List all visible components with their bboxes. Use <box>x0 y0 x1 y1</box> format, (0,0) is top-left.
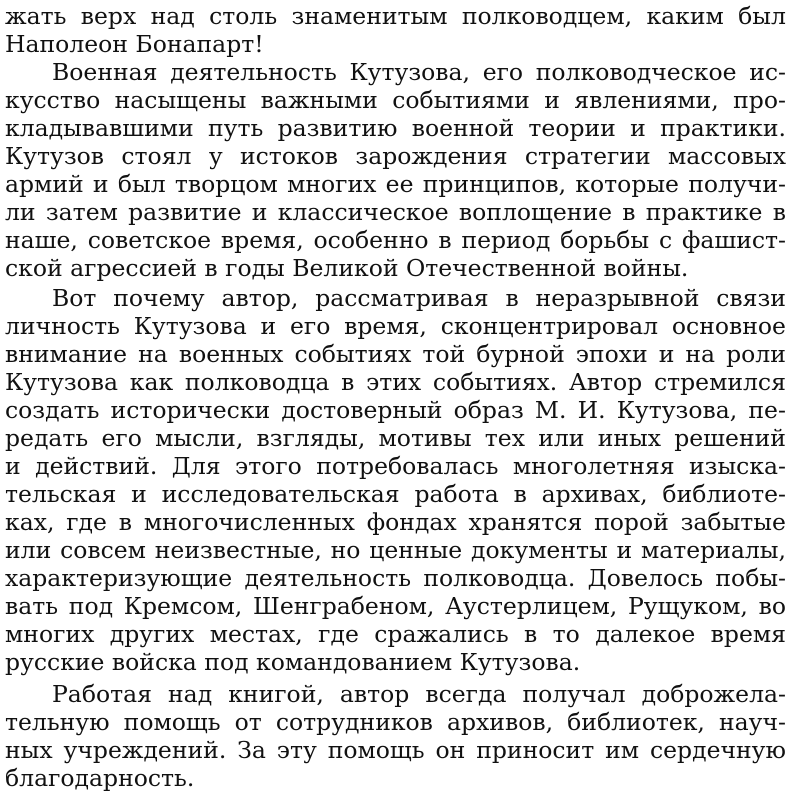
word: или <box>5 536 52 564</box>
word: документы <box>471 536 608 564</box>
word: во <box>758 592 786 620</box>
word: хранятся <box>468 508 583 536</box>
word: Рущуком, <box>627 592 748 620</box>
word: помощь <box>123 708 221 736</box>
word: полководческое <box>535 58 737 86</box>
word: ис- <box>749 58 786 86</box>
text-line: ской агрессией в годы Великой Отечественной войны. <box>5 254 689 282</box>
word: армий <box>5 170 84 198</box>
word: пе- <box>748 396 786 424</box>
word: теории <box>528 114 616 142</box>
word: и <box>260 312 277 340</box>
word: этих <box>366 368 422 396</box>
word: принципов, <box>422 170 567 198</box>
word: на <box>138 340 168 368</box>
word: им <box>605 736 640 764</box>
word: автор <box>339 680 410 708</box>
word: развитию <box>277 114 398 142</box>
word: и <box>658 340 675 368</box>
word: полководцем, <box>461 2 633 30</box>
word: Кутузов <box>5 142 105 170</box>
word: получал <box>522 680 626 708</box>
word: развитие <box>128 198 242 226</box>
word: путь <box>208 114 264 142</box>
word: кусство <box>5 86 101 114</box>
word: был <box>738 2 786 30</box>
word: его <box>101 424 142 452</box>
word: время, <box>344 312 427 340</box>
word: Довелось <box>587 564 704 592</box>
word: приносит <box>476 736 595 764</box>
word: событиями <box>392 86 530 114</box>
word: автор, <box>221 284 299 312</box>
word: библиоте- <box>662 480 786 508</box>
word: которые <box>575 170 679 198</box>
word: в <box>772 198 786 226</box>
word: знаменитым <box>291 2 448 30</box>
word: Кутузова, <box>349 58 471 86</box>
word: на <box>685 340 716 368</box>
word: где <box>318 620 359 648</box>
word: других <box>109 620 195 648</box>
word: он <box>435 736 466 764</box>
word: действий. <box>35 452 158 480</box>
word: тельную <box>5 708 110 736</box>
word: военных <box>178 340 284 368</box>
word: и <box>5 452 21 480</box>
word: И. <box>577 396 606 424</box>
word: порой <box>594 508 669 536</box>
word: эту <box>276 736 317 764</box>
word: многих <box>5 620 95 648</box>
word: в <box>513 480 527 508</box>
word: про- <box>733 86 786 114</box>
word: характеризующие <box>5 564 233 592</box>
word: неразрывной <box>535 284 700 312</box>
word: вать <box>5 592 59 620</box>
word: в <box>505 284 519 312</box>
word: местах, <box>209 620 303 648</box>
word: стратегии <box>524 142 651 170</box>
word: тельская <box>5 480 117 508</box>
word: важными <box>260 86 378 114</box>
word: деятельность <box>170 58 337 86</box>
word: насыщены <box>114 86 247 114</box>
word: его <box>482 58 524 86</box>
word: Шенграбеном, <box>253 592 435 620</box>
word: помощь <box>327 736 425 764</box>
word: За <box>237 736 266 764</box>
word: совсем <box>60 536 146 564</box>
word: полководца. <box>423 564 576 592</box>
word: Автор <box>569 368 643 396</box>
word: Работая <box>52 680 152 708</box>
word: над <box>168 680 213 708</box>
word: всегда <box>425 680 507 708</box>
word: событиях. <box>432 368 558 396</box>
word: многочисленных <box>143 508 355 536</box>
word: и <box>616 536 633 564</box>
word: сотрудников <box>275 708 433 736</box>
word: и <box>630 114 646 142</box>
text-line: благодарность. <box>5 764 195 792</box>
word: редать <box>5 424 89 452</box>
word: Для <box>171 452 221 480</box>
word: образ <box>453 396 524 424</box>
word: то <box>552 620 580 648</box>
word: той <box>422 340 466 368</box>
word: у <box>208 142 223 170</box>
word: практике <box>645 198 763 226</box>
word: Кремсом, <box>123 592 243 620</box>
word: время, <box>220 226 304 254</box>
word: роли <box>726 340 786 368</box>
word: сражались <box>374 620 509 648</box>
word: работа <box>414 480 499 508</box>
word: военной <box>411 114 515 142</box>
word: архивов, <box>447 708 554 736</box>
word: истоков <box>239 142 339 170</box>
word: практики. <box>660 114 786 142</box>
word: и <box>131 480 147 508</box>
word: как <box>129 368 174 396</box>
word: и <box>251 198 268 226</box>
word: Военная <box>52 58 158 86</box>
word: воплощение <box>458 198 613 226</box>
word: в <box>341 368 355 396</box>
word: основное <box>671 312 786 340</box>
word: где <box>66 508 107 536</box>
word: жать <box>5 2 67 30</box>
word: полководца <box>184 368 330 396</box>
word: под <box>68 592 114 620</box>
word: или <box>538 424 585 452</box>
word: получи- <box>688 170 786 198</box>
word: был <box>117 170 166 198</box>
word: неизвестные, <box>154 536 322 564</box>
word: побы- <box>715 564 786 592</box>
word: связи <box>716 284 786 312</box>
word: затем <box>45 198 118 226</box>
word: достоверный <box>281 396 443 424</box>
word: событиях <box>294 340 412 368</box>
word: классическое <box>277 198 449 226</box>
word: ках, <box>5 508 55 536</box>
word: советское <box>87 226 212 254</box>
word: явлениями, <box>574 86 719 114</box>
word: и <box>92 170 109 198</box>
word: в <box>524 620 538 648</box>
word: личность <box>5 312 120 340</box>
word: в <box>622 198 636 226</box>
word: в <box>438 226 452 254</box>
word: и <box>544 86 560 114</box>
word: верх <box>80 2 137 30</box>
word: стоял <box>121 142 192 170</box>
word: ценные <box>369 536 463 564</box>
word: далекое <box>595 620 696 648</box>
word: учреждений. <box>63 736 227 764</box>
word: столь <box>209 2 278 30</box>
word: внимание <box>5 340 128 368</box>
word: тех <box>484 424 525 452</box>
word: архивах, <box>541 480 648 508</box>
word: этого <box>235 452 302 480</box>
word: бурной <box>476 340 565 368</box>
word: Аустерлицем, <box>445 592 618 620</box>
word: доброжела- <box>641 680 786 708</box>
word: Кутузова <box>5 368 119 396</box>
word: многолетняя <box>512 452 675 480</box>
word: творцом <box>174 170 278 198</box>
word: сердечную <box>649 736 786 764</box>
word: Вот <box>52 284 97 312</box>
word: взгляды, <box>256 424 366 452</box>
word: фондах <box>366 508 457 536</box>
word: Кутузова <box>133 312 247 340</box>
word: многих <box>287 170 377 198</box>
word: ее <box>385 170 414 198</box>
word: сконцентрировал <box>440 312 659 340</box>
word: Кутузова, <box>616 396 738 424</box>
word: мысли, <box>155 424 244 452</box>
word: эпохи <box>575 340 648 368</box>
word: иных <box>597 424 661 452</box>
word: в <box>118 508 133 536</box>
word: создать <box>5 396 100 424</box>
word: рассматривая <box>315 284 489 312</box>
word: ных <box>5 736 53 764</box>
word: библиотек, <box>567 708 705 736</box>
word: деятельность <box>244 564 412 592</box>
word: кладывавшими <box>5 114 194 142</box>
word: над <box>150 2 195 30</box>
book-page <box>5 0 791 799</box>
word: изыска- <box>688 452 786 480</box>
word: книгой, <box>228 680 324 708</box>
text-line: Наполеон Бонапарт! <box>5 30 264 58</box>
word: период <box>461 226 551 254</box>
word: но <box>330 536 361 564</box>
word: мотивы <box>378 424 472 452</box>
word: почему <box>113 284 205 312</box>
word: потребовалась <box>316 452 499 480</box>
word: его <box>289 312 331 340</box>
word: от <box>234 708 262 736</box>
word: исследовательская <box>161 480 400 508</box>
word: забытые <box>680 508 786 536</box>
word: М. <box>534 396 567 424</box>
word: стремился <box>653 368 786 396</box>
word: ли <box>5 198 36 226</box>
word: время <box>710 620 786 648</box>
word: фашист- <box>681 226 786 254</box>
word: материалы, <box>640 536 786 564</box>
word: наше, <box>5 226 78 254</box>
word: решений <box>674 424 786 452</box>
word: науч- <box>718 708 786 736</box>
word: с <box>658 226 673 254</box>
word: зарождения <box>355 142 508 170</box>
word: каким <box>646 2 724 30</box>
word: особенно <box>313 226 429 254</box>
word: борьбы <box>560 226 650 254</box>
word: исторически <box>110 396 271 424</box>
text-line: русские войска под командованием Кутузова. <box>5 648 581 676</box>
word: массовых <box>668 142 786 170</box>
